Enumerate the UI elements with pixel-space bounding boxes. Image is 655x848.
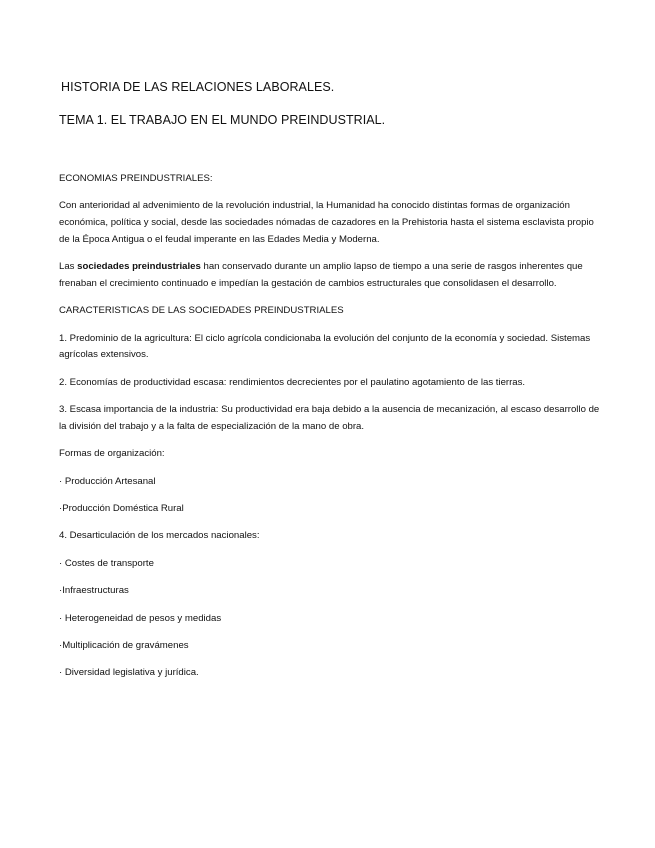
document-title: HISTORIA DE LAS RELACIONES LABORALES.: [61, 80, 335, 94]
form-item-artesanal: · Producción Artesanal: [59, 475, 156, 487]
paragraph-sociedades: [59, 259, 604, 293]
list-item-industria: 3. Escasa importancia de la industria: Su productividad era baja debido a la ausencia de mecanización, al escaso desarrollo de la división del trabajo y a la falta de especialización de la mano de obra.: [59, 404, 600, 432]
point-pesos-medidas: · Heterogeneidad de pesos y medidas: [59, 612, 222, 624]
point-legislativa: · Diversidad legislativa y jurídica.: [59, 667, 199, 679]
section-heading-caracteristicas: CARACTERISTICAS DE LAS SOCIEDADES PREINDUSTRIALES: [59, 305, 344, 317]
document-body: [59, 171, 604, 693]
form-item-domestica: ·Producción Doméstica Rural: [59, 503, 184, 515]
list-item-agricultura: 1. Predominio de la agricultura: El ciclo agrícola condicionaba la evolución del conjunto de la economía y sociedad. Sistemas agrícolas extensivos.: [59, 332, 591, 361]
point-gravamenes: ·Multiplicación de gravámenes: [59, 640, 189, 652]
list-item-mercados: 4. Desarticulación de los mercados nacionales:: [59, 530, 260, 542]
document-subtitle: TEMA 1. EL TRABAJO EN EL MUNDO PREINDUSTRIAL.: [59, 113, 386, 127]
point-infraestructuras: ·Infraestructuras: [59, 585, 129, 597]
point-transporte: · Costes de transporte: [59, 557, 154, 569]
list-item-productividad: 2. Economías de productividad escasa: rendimientos decrecientes por el paulatino agotamiento de las tierras.: [59, 376, 526, 388]
forms-heading: Formas de organización:: [59, 448, 165, 460]
paragraph-sociedades-pre: Las: [59, 260, 78, 272]
paragraph-sociedades-bold: sociedades preindustriales: [77, 260, 201, 272]
paragraph-sociedades-post: han conservado durante un amplio lapso de tiempo a una serie de rasgos inherentes que frenaban el crecimiento continuado e impedían la gestación de cambios estructurales que consolidasen el desarrollo.: [59, 260, 583, 289]
paragraph-anterioridad: Con anterioridad al advenimiento de la revolución industrial, la Humanidad ha conocido distintas formas de organización económica, política y social, desde las sociedades nómadas de cazadores en la Prehistoria hasta el sistema esclavista propio de la Época Antigua o el feudal imperante en las Edades Media y Moderna.: [59, 199, 594, 245]
section-heading-economias: ECONOMIAS PREINDUSTRIALES:: [59, 173, 213, 184]
